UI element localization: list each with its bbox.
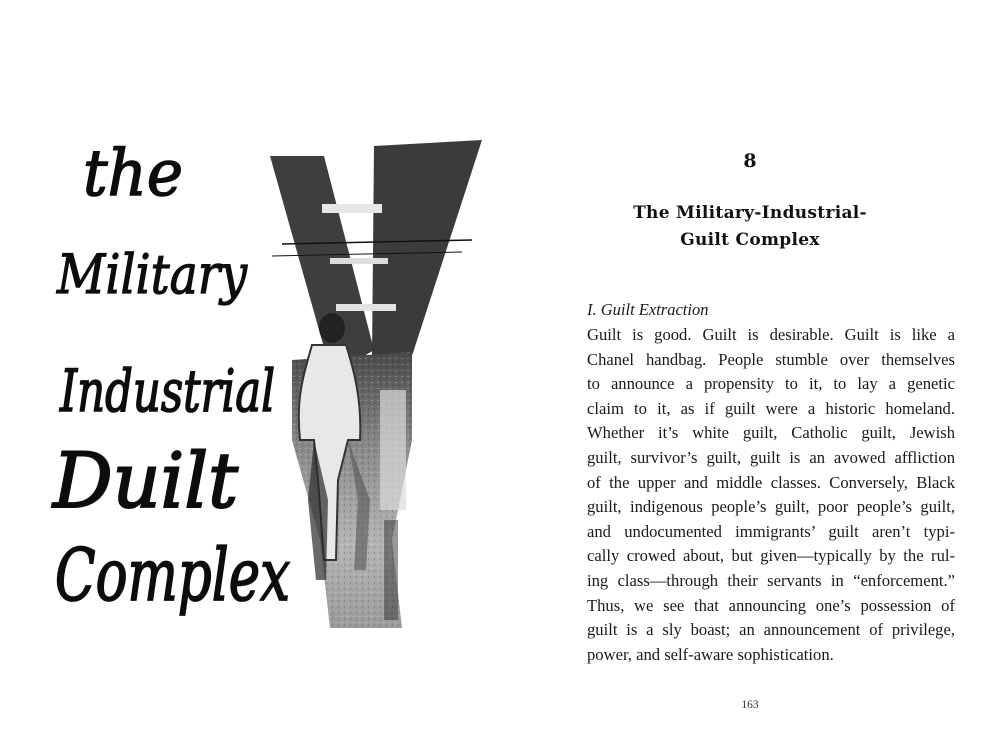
chapter-title: [500, 200, 1000, 254]
right-page: [500, 0, 1000, 743]
body-line: and undocumented immigrants’ guilt aren’t typi-: [587, 521, 955, 541]
handwritten-line-4: Duilt: [51, 436, 239, 525]
figure-head: [319, 313, 345, 343]
body-line: guilt is a sly boast; an announcement of privilege,: [587, 620, 955, 640]
body-paragraph: [587, 323, 955, 667]
body-line: ing class—through their servants in “enforcement.”: [587, 570, 955, 590]
body-line: guilt, survivor’s guilt, guilt is an avowed affliction: [587, 447, 955, 467]
body-line: of the upper and middle classes. Conversely, Black: [587, 472, 955, 492]
body-line: Whether it’s white guilt, Catholic guilt, Jewish: [587, 423, 955, 443]
body-line: claim to it, as if guilt were a historic homeland.: [587, 398, 955, 418]
handwritten-line-3: Industrial: [59, 357, 275, 425]
collage-rung: [322, 204, 382, 213]
handwritten-line-1: the: [83, 137, 183, 211]
body-line: Thus, we see that announcing one’s possession of: [587, 595, 955, 615]
handwritten-line-2: Military: [56, 243, 249, 306]
collage-right-arm: [372, 140, 482, 362]
chapter-title-line-2: Guilt Complex: [680, 230, 820, 250]
body-line: cally crowed about, but given—typically by the rul-: [587, 546, 955, 566]
body-line: Guilt is good. Guilt is desirable. Guilt is like a: [587, 325, 955, 344]
handwritten-line-5: Complex: [55, 533, 290, 617]
body-line: to announce a propensity to it, to lay a genetic: [587, 374, 955, 394]
handwritten-title: [45, 125, 305, 625]
handwritten-title-graphic: [45, 125, 305, 625]
page-number: 163: [741, 699, 759, 711]
chapter-number: 8: [743, 150, 757, 172]
collage-rung: [336, 304, 396, 311]
body-line: power, and self-aware sophistication.: [587, 644, 834, 664]
collage-rung: [330, 258, 388, 264]
chapter-title-line-1: The Military-Industrial-: [633, 203, 867, 223]
section-heading: I. Guilt Extraction: [587, 300, 709, 319]
body-line: guilt, indigenous people’s guilt, poor people’s guilt,: [587, 497, 955, 517]
body-line: Chanel handbag. People stumble over themselves: [587, 349, 955, 369]
